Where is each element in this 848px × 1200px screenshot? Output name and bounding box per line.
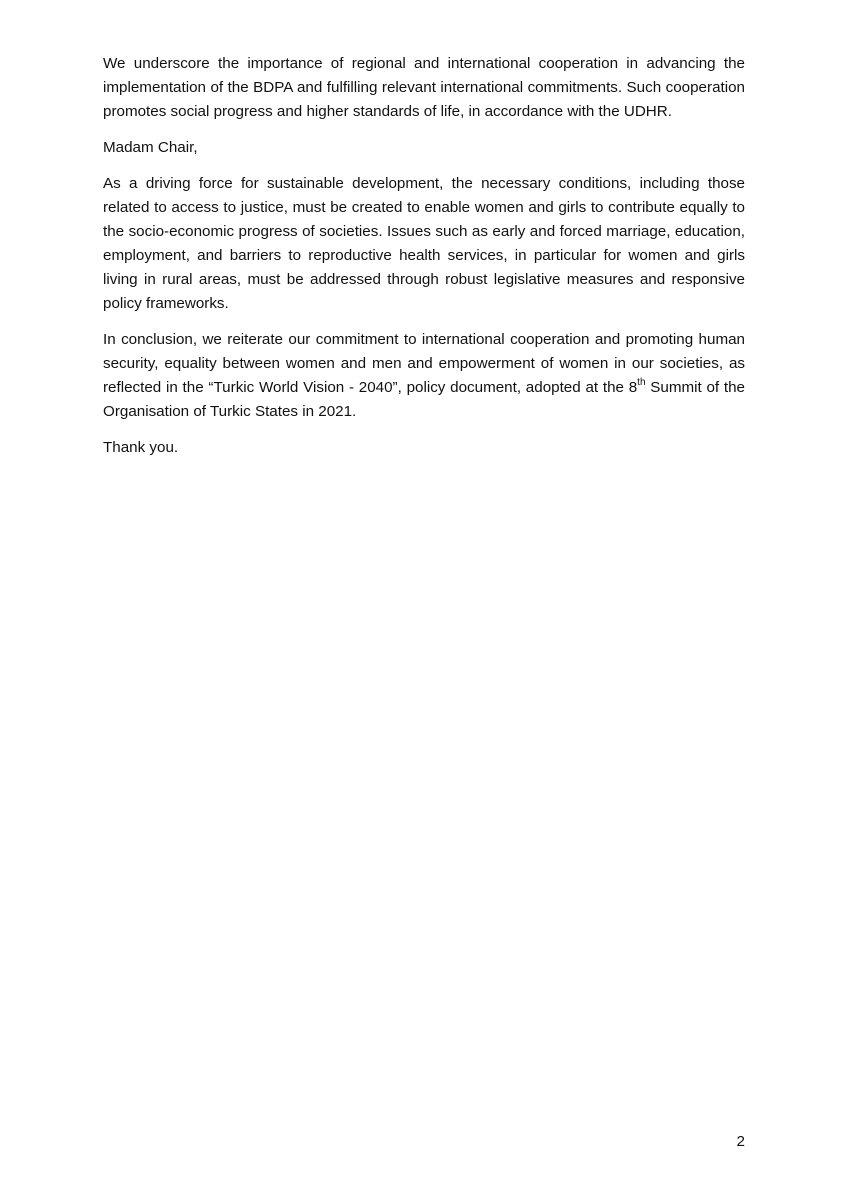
paragraph-salutation: Madam Chair, xyxy=(103,139,198,156)
paragraph-closing: Thank you. xyxy=(103,439,179,456)
ordinal-superscript: th xyxy=(637,376,646,388)
conclusion-text-part1: In conclusion, we reiterate our commitment to international cooperation and promoting human security, equality between women and men and empowerment of women in our societies, as reflected in the “Turkic World Vision - 2040”, policy document, adopted at the 8 xyxy=(103,331,745,396)
page-number: 2 xyxy=(736,1133,745,1150)
paragraph-sustainable-development: As a driving force for sustainable development, the necessary conditions, including those related to access to justice, must be created to enable women and girls to contribute equally to the socio-economic progress of societies. Issues such as early and forced marriage, education, employment, and barriers to reproductive health services, in particular for women and girls living in rural areas, must be addressed through robust legislative measures and responsive policy frameworks. xyxy=(103,175,745,312)
conclusion-text-part2: Summit of the Organisation of Turkic States in 2021. xyxy=(103,379,745,420)
document-body xyxy=(103,52,745,472)
paragraph-conclusion xyxy=(103,328,745,424)
paragraph-regional-cooperation: We underscore the importance of regional and international cooperation in advancing the implementation of the BDPA and fulfilling relevant international commitments. Such cooperation promotes social progress and higher standards of life, in accordance with the UDHR. xyxy=(103,55,745,120)
